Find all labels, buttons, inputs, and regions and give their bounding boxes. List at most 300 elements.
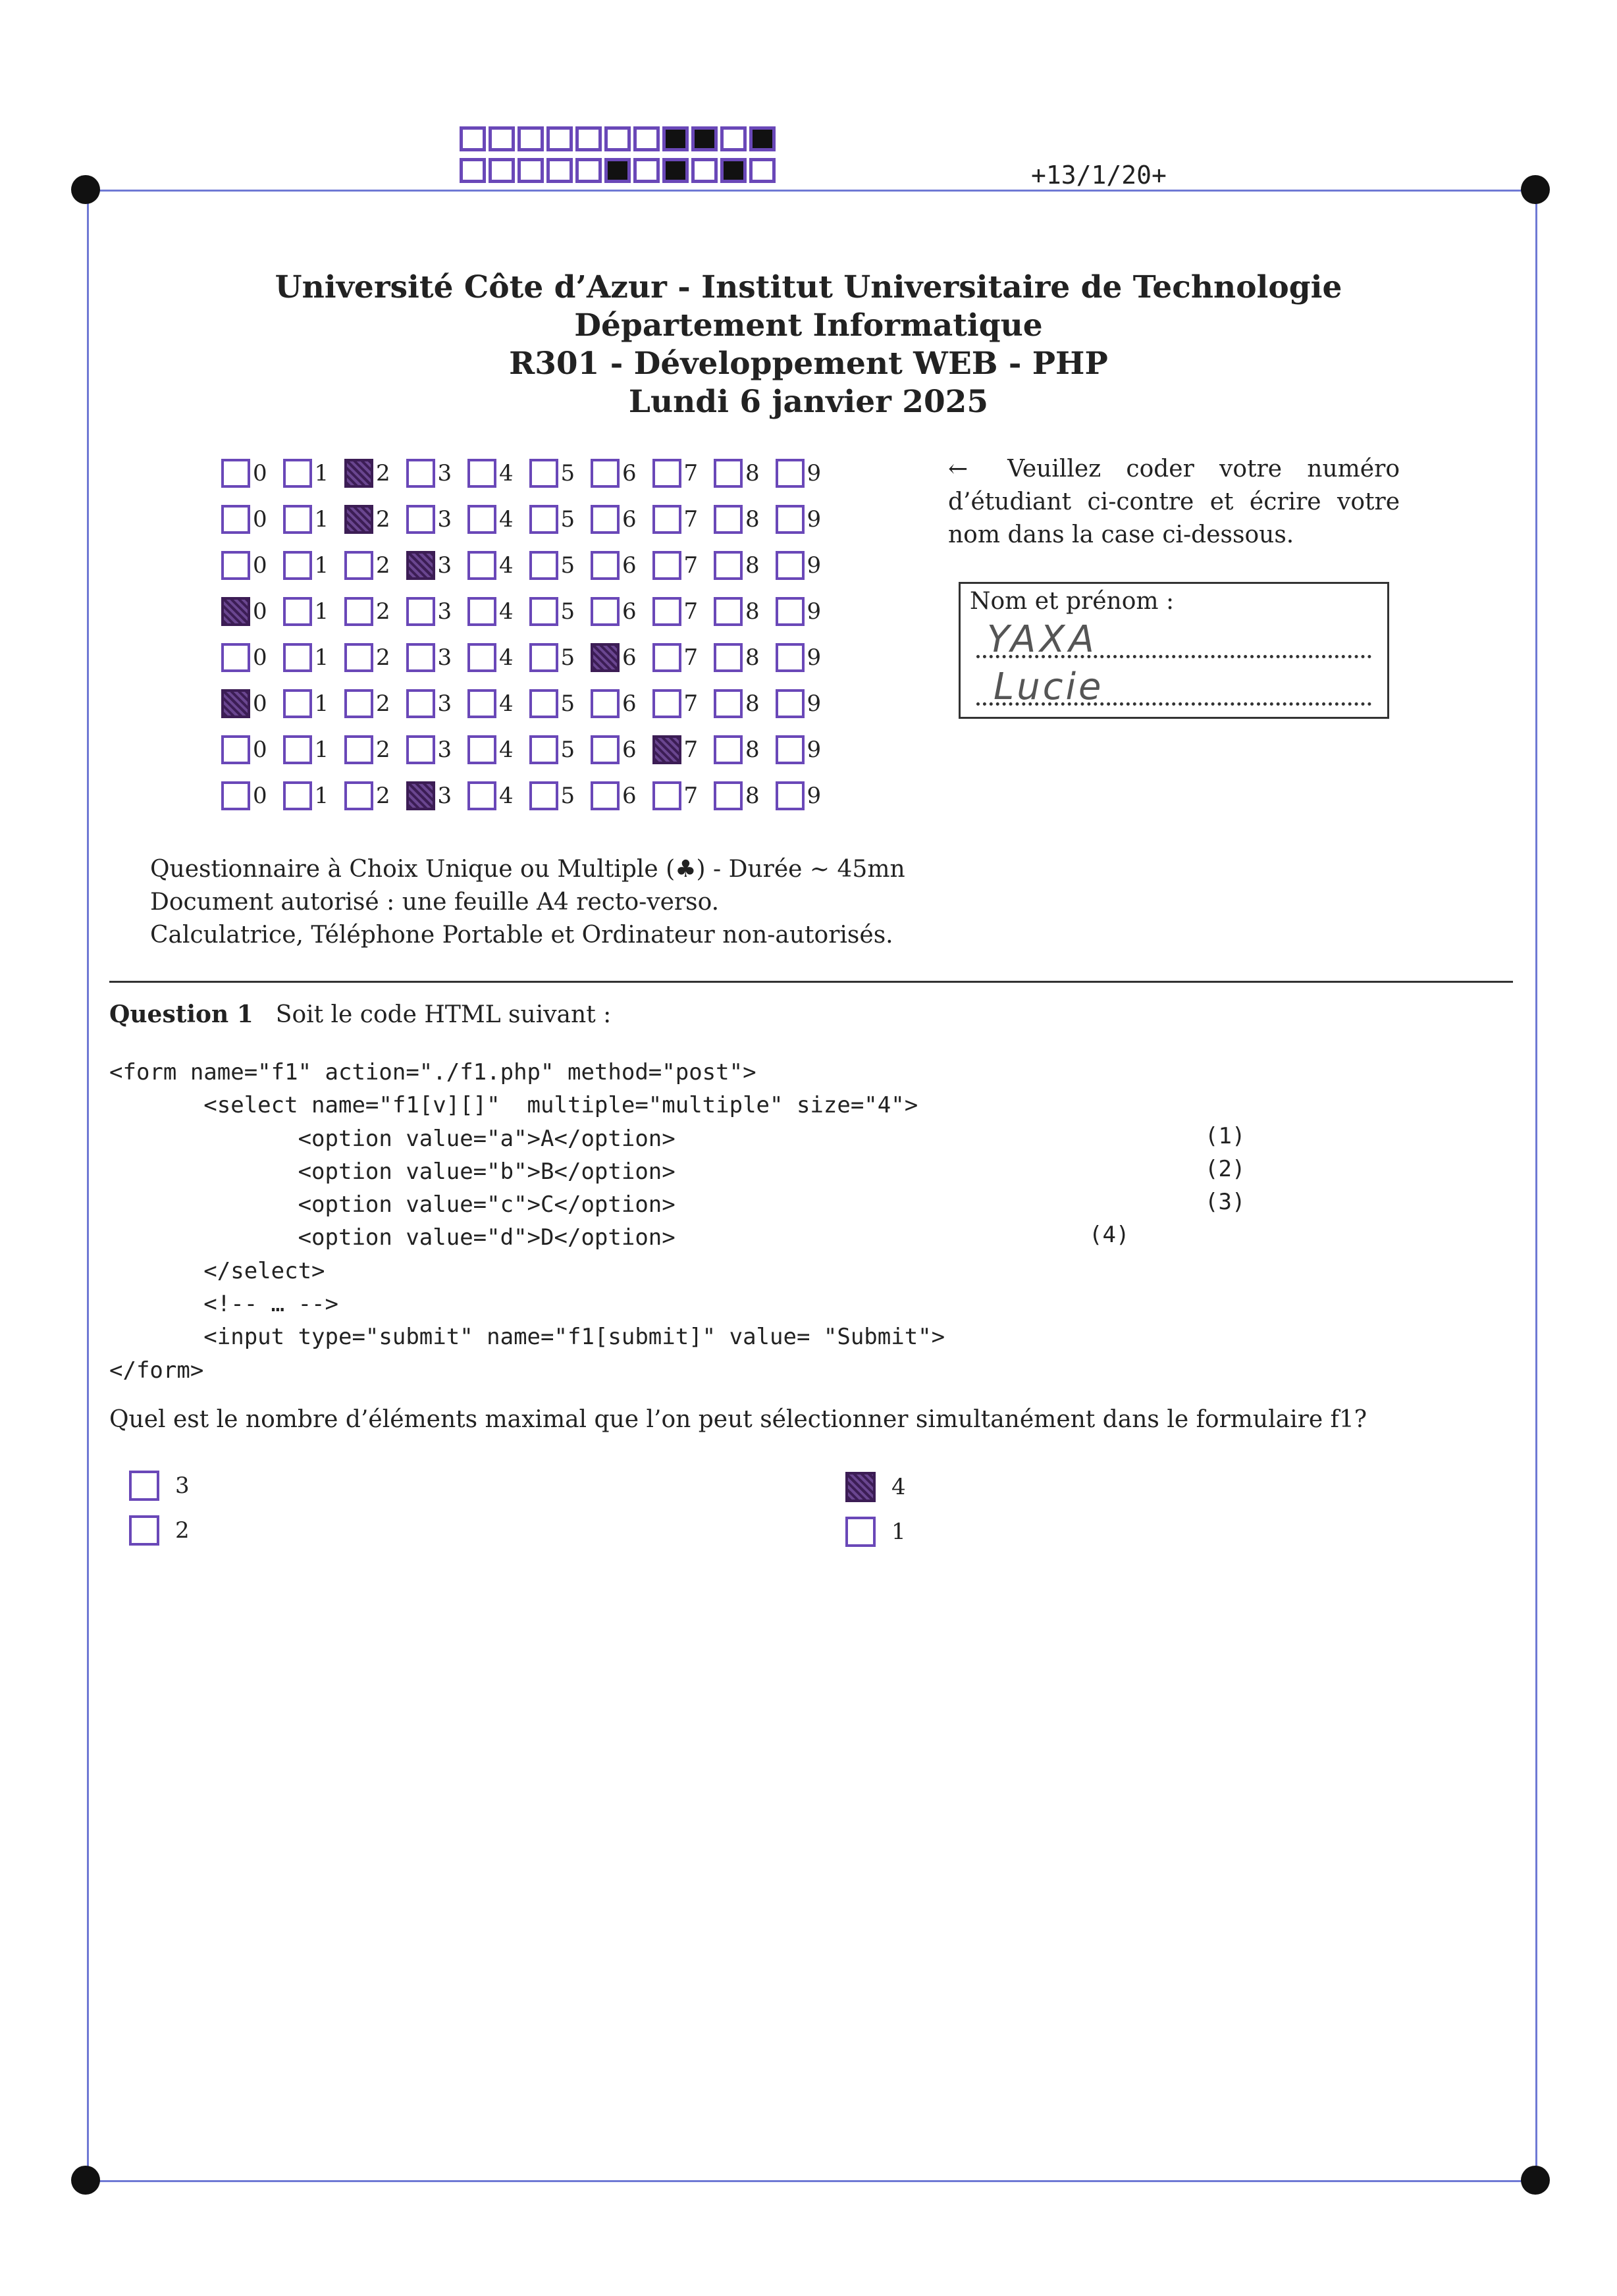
id-digit-checkbox[interactable]: [652, 551, 681, 580]
id-digit-option[interactable]: [467, 505, 529, 534]
id-grid-row: [221, 681, 837, 727]
id-digit-checkbox[interactable]: [591, 505, 620, 534]
id-digit-option[interactable]: [344, 459, 406, 488]
code-line: <option value="b">B</option>: [109, 1158, 676, 1185]
code-line: <input type="submit" name="f1[submit]" value= "Submit">: [109, 1324, 945, 1351]
id-digit-option[interactable]: [529, 459, 591, 488]
id-digit-checkbox[interactable]: [283, 459, 312, 488]
id-digit-label: 9: [807, 598, 822, 625]
id-digit-checkbox[interactable]: [652, 735, 681, 764]
barcode-cell: [691, 158, 718, 183]
id-digit-checkbox[interactable]: [406, 551, 435, 580]
id-digit-checkbox[interactable]: [591, 551, 620, 580]
answer-checkbox[interactable]: [129, 1515, 159, 1546]
id-digit-option[interactable]: [283, 459, 345, 488]
id-digit-checkbox[interactable]: [529, 643, 558, 672]
id-digit-label: 7: [683, 552, 699, 579]
exam-info-line-1: Questionnaire à Choix Unique ou Multiple (♣) - Durée ∼ 45mn: [150, 856, 905, 883]
id-digit-label: 7: [683, 460, 699, 486]
id-digit-checkbox[interactable]: [714, 597, 743, 626]
id-digit-option[interactable]: [406, 689, 468, 718]
id-digit-label: 0: [253, 691, 267, 717]
id-digit-label: 6: [622, 644, 637, 671]
id-digit-option[interactable]: [591, 597, 652, 626]
barcode-cell: [489, 158, 515, 183]
id-digit-checkbox[interactable]: [591, 689, 620, 718]
handwritten-surname: YAXA: [987, 618, 1098, 661]
id-digit-option[interactable]: [591, 551, 652, 580]
id-digit-label: 6: [622, 598, 637, 625]
id-digit-label: 9: [807, 737, 822, 763]
id-digit-label: 3: [437, 691, 452, 717]
id-digit-label: 5: [560, 644, 575, 671]
id-digit-option[interactable]: [406, 597, 468, 626]
id-instructions: [948, 453, 1400, 552]
id-digit-option[interactable]: [529, 551, 591, 580]
id-digit-option[interactable]: [714, 459, 776, 488]
id-digit-checkbox[interactable]: [652, 643, 681, 672]
id-digit-label: 3: [437, 598, 452, 625]
id-digit-label: 6: [622, 506, 637, 533]
id-digit-label: 2: [376, 783, 390, 809]
id-digit-label: 2: [376, 506, 390, 533]
id-digit-checkbox[interactable]: [406, 781, 435, 810]
id-digit-checkbox[interactable]: [714, 505, 743, 534]
id-digit-checkbox[interactable]: [714, 551, 743, 580]
id-digit-checkbox[interactable]: [776, 781, 805, 810]
id-digit-option[interactable]: [344, 643, 406, 672]
id-digit-label: 6: [622, 783, 637, 809]
id-digit-option[interactable]: [652, 505, 714, 534]
id-digit-checkbox[interactable]: [344, 551, 373, 580]
id-digit-option[interactable]: [221, 735, 283, 764]
id-digit-checkbox[interactable]: [406, 735, 435, 764]
id-digit-label: 7: [683, 691, 699, 717]
id-digit-checkbox[interactable]: [221, 689, 250, 718]
id-digit-checkbox[interactable]: [714, 735, 743, 764]
id-digit-label: 8: [745, 644, 760, 671]
barcode-cell: [749, 158, 776, 183]
id-digit-option[interactable]: [652, 689, 714, 718]
id-digit-option[interactable]: [467, 781, 529, 810]
answer-option[interactable]: [845, 1472, 906, 1502]
exam-info: [150, 853, 905, 952]
id-digit-label: 6: [622, 737, 637, 763]
exam-info-line-3: Calculatrice, Téléphone Portable et Ordinateur non-autorisés.: [150, 922, 893, 949]
id-digit-option[interactable]: [776, 597, 837, 626]
header-date: Lundi 6 janvier 2025: [628, 384, 989, 420]
id-digit-label: 8: [745, 737, 760, 763]
id-digit-label: 5: [560, 598, 575, 625]
id-digit-label: 8: [745, 691, 760, 717]
id-digit-option[interactable]: [529, 735, 591, 764]
id-digit-label: 5: [560, 691, 575, 717]
id-digit-option[interactable]: [714, 505, 776, 534]
id-digit-option[interactable]: [406, 459, 468, 488]
id-digit-option[interactable]: [591, 459, 652, 488]
id-grid-row: [221, 635, 837, 681]
id-digit-option[interactable]: [652, 459, 714, 488]
barcode-cell: [517, 158, 544, 183]
id-digit-label: 4: [499, 737, 514, 763]
id-digit-option[interactable]: [406, 781, 468, 810]
id-digit-checkbox[interactable]: [406, 459, 435, 488]
id-digit-label: 1: [314, 598, 329, 625]
id-digit-checkbox[interactable]: [344, 689, 373, 718]
id-digit-label: 6: [622, 460, 637, 486]
id-digit-checkbox[interactable]: [283, 643, 312, 672]
code-line: </select>: [109, 1257, 325, 1284]
question-number: Question 1: [109, 1001, 253, 1028]
answer-option[interactable]: [845, 1517, 906, 1547]
id-digit-checkbox[interactable]: [467, 689, 496, 718]
id-digit-checkbox[interactable]: [344, 643, 373, 672]
id-digit-label: 5: [560, 552, 575, 579]
id-digit-option[interactable]: [283, 505, 345, 534]
id-digit-option[interactable]: [283, 551, 345, 580]
id-digit-checkbox[interactable]: [467, 781, 496, 810]
id-digit-option[interactable]: [652, 643, 714, 672]
id-digit-label: 4: [499, 506, 514, 533]
barcode-cell: [546, 126, 573, 151]
barcode-top-row: [460, 126, 778, 151]
question-text: Quel est le nombre d’éléments maximal que l’on peut sélectionner simultanément dans le formulaire f1?: [109, 1406, 1367, 1433]
id-digit-option[interactable]: [467, 643, 529, 672]
id-digit-checkbox[interactable]: [221, 551, 250, 580]
corner-dot-bottom-left: [71, 2166, 100, 2195]
id-digit-label: 0: [253, 552, 267, 579]
code-marker-4: (4): [1089, 1222, 1130, 1248]
student-id-grid: [221, 450, 837, 819]
id-digit-checkbox[interactable]: [221, 505, 250, 534]
id-digit-option[interactable]: [652, 551, 714, 580]
id-digit-checkbox[interactable]: [529, 735, 558, 764]
id-digit-checkbox[interactable]: [283, 505, 312, 534]
id-digit-checkbox[interactable]: [406, 505, 435, 534]
id-digit-checkbox[interactable]: [529, 689, 558, 718]
id-digit-checkbox[interactable]: [714, 643, 743, 672]
barcode-cell: [460, 126, 486, 151]
id-digit-checkbox[interactable]: [467, 643, 496, 672]
left-arrow-icon: ←: [948, 456, 968, 483]
id-digit-checkbox[interactable]: [652, 459, 681, 488]
answer-checkbox[interactable]: [845, 1517, 876, 1547]
id-digit-checkbox[interactable]: [467, 597, 496, 626]
id-digit-option[interactable]: [529, 689, 591, 718]
id-digit-label: 3: [437, 460, 452, 486]
id-grid-row: [221, 496, 837, 542]
exam-header: [0, 269, 1617, 421]
id-digit-label: 0: [253, 460, 267, 486]
id-digit-checkbox[interactable]: [529, 597, 558, 626]
id-digit-checkbox[interactable]: [776, 689, 805, 718]
id-digit-option[interactable]: [283, 735, 345, 764]
id-digit-label: 1: [314, 506, 329, 533]
id-digit-option[interactable]: [406, 643, 468, 672]
id-digit-label: 1: [314, 737, 329, 763]
answer-checkbox[interactable]: [129, 1471, 159, 1501]
id-digit-checkbox[interactable]: [221, 735, 250, 764]
code-line: <form name="f1" action="./f1.php" method="post">: [109, 1059, 756, 1085]
id-digit-option[interactable]: [591, 735, 652, 764]
barcode-cell: [575, 158, 602, 183]
id-digit-checkbox[interactable]: [283, 597, 312, 626]
id-digit-option[interactable]: [221, 781, 283, 810]
id-digit-checkbox[interactable]: [406, 689, 435, 718]
id-digit-label: 4: [499, 598, 514, 625]
id-digit-option[interactable]: [776, 459, 837, 488]
code-line: <option value="a">A</option>: [109, 1125, 676, 1152]
barcode-cell: [604, 126, 631, 151]
id-digit-option[interactable]: [591, 781, 652, 810]
id-digit-checkbox[interactable]: [344, 735, 373, 764]
id-digit-checkbox[interactable]: [529, 781, 558, 810]
id-grid-row: [221, 542, 837, 588]
id-digit-label: 1: [314, 460, 329, 486]
id-digit-option[interactable]: [529, 597, 591, 626]
id-digit-checkbox[interactable]: [652, 505, 681, 534]
id-digit-checkbox[interactable]: [467, 551, 496, 580]
id-digit-checkbox[interactable]: [529, 459, 558, 488]
id-digit-checkbox[interactable]: [714, 781, 743, 810]
id-digit-option[interactable]: [467, 735, 529, 764]
id-digit-option[interactable]: [406, 551, 468, 580]
answer-checkbox[interactable]: [845, 1472, 876, 1502]
id-digit-label: 0: [253, 598, 267, 625]
id-digit-option[interactable]: [776, 689, 837, 718]
answer-label: 4: [891, 1474, 906, 1500]
id-digit-option[interactable]: [776, 551, 837, 580]
answer-label: 3: [175, 1473, 190, 1499]
id-digit-option[interactable]: [714, 643, 776, 672]
id-digit-option[interactable]: [591, 689, 652, 718]
answer-option[interactable]: [129, 1515, 190, 1546]
id-digit-checkbox[interactable]: [344, 597, 373, 626]
id-digit-label: 9: [807, 460, 822, 486]
code-marker-2: (2): [1205, 1156, 1246, 1182]
id-digit-option[interactable]: [344, 689, 406, 718]
code-block: [109, 1056, 945, 1387]
id-digit-option[interactable]: [344, 551, 406, 580]
id-digit-label: 1: [314, 644, 329, 671]
id-digit-label: 8: [745, 506, 760, 533]
id-digit-label: 4: [499, 460, 514, 486]
id-digit-checkbox[interactable]: [776, 643, 805, 672]
id-digit-label: 5: [560, 737, 575, 763]
id-digit-checkbox[interactable]: [714, 459, 743, 488]
id-digit-option[interactable]: [221, 459, 283, 488]
id-digit-checkbox[interactable]: [221, 597, 250, 626]
header-course: R301 - Développement WEB - PHP: [509, 346, 1108, 382]
id-digit-checkbox[interactable]: [591, 643, 620, 672]
id-digit-option[interactable]: [344, 781, 406, 810]
barcode-cell: [460, 158, 486, 183]
id-digit-checkbox[interactable]: [591, 781, 620, 810]
id-digit-label: 5: [560, 460, 575, 486]
id-digit-option[interactable]: [221, 643, 283, 672]
id-digit-checkbox[interactable]: [529, 505, 558, 534]
separator-rule: [109, 981, 1513, 983]
id-digit-label: 1: [314, 691, 329, 717]
id-digit-option[interactable]: [344, 735, 406, 764]
barcode-cell: [575, 126, 602, 151]
answer-label: 2: [175, 1517, 190, 1544]
barcode-cell: [489, 126, 515, 151]
id-digit-option[interactable]: [714, 735, 776, 764]
id-digit-checkbox[interactable]: [283, 735, 312, 764]
barcode-bottom-row: [460, 158, 778, 183]
id-grid-row: [221, 773, 837, 819]
id-digit-option[interactable]: [221, 505, 283, 534]
id-digit-label: 1: [314, 552, 329, 579]
id-digit-checkbox[interactable]: [776, 459, 805, 488]
id-digit-checkbox[interactable]: [283, 689, 312, 718]
id-digit-checkbox[interactable]: [406, 597, 435, 626]
frame-left-line: [87, 190, 89, 2181]
id-digit-option[interactable]: [283, 689, 345, 718]
id-digit-checkbox[interactable]: [221, 643, 250, 672]
barcode-cell: [720, 158, 747, 183]
id-digit-label: 3: [437, 783, 452, 809]
name-box[interactable]: [959, 582, 1389, 719]
id-digit-option[interactable]: [283, 597, 345, 626]
id-digit-option[interactable]: [529, 505, 591, 534]
id-digit-checkbox[interactable]: [467, 505, 496, 534]
id-digit-checkbox[interactable]: [467, 459, 496, 488]
id-digit-option[interactable]: [283, 781, 345, 810]
id-digit-checkbox[interactable]: [591, 735, 620, 764]
frame-right-line: [1535, 190, 1537, 2181]
id-digit-option[interactable]: [776, 505, 837, 534]
barcode-cell: [517, 126, 544, 151]
id-digit-checkbox[interactable]: [283, 551, 312, 580]
id-digit-option[interactable]: [776, 735, 837, 764]
id-digit-label: 9: [807, 691, 822, 717]
code-line: <select name="f1[v][]" multiple="multiple" size="4">: [109, 1092, 918, 1119]
id-digit-label: 3: [437, 552, 452, 579]
id-digit-option[interactable]: [221, 551, 283, 580]
code-line: <!-- … -->: [109, 1291, 338, 1318]
name-box-label: Nom et prénom :: [970, 588, 1175, 615]
id-digit-label: 7: [683, 737, 699, 763]
question-intro: Soit le code HTML suivant :: [275, 1001, 612, 1028]
id-digit-option[interactable]: [283, 643, 345, 672]
id-digit-option[interactable]: [652, 781, 714, 810]
barcode-cell: [662, 158, 689, 183]
id-digit-label: 0: [253, 737, 267, 763]
id-digit-option[interactable]: [344, 597, 406, 626]
header-department: Département Informatique: [574, 307, 1043, 344]
id-digit-option[interactable]: [467, 459, 529, 488]
id-digit-option[interactable]: [467, 551, 529, 580]
corner-dot-top-left: [71, 175, 100, 204]
id-digit-checkbox[interactable]: [406, 643, 435, 672]
id-digit-checkbox[interactable]: [344, 459, 373, 488]
id-digit-option[interactable]: [714, 781, 776, 810]
id-digit-option[interactable]: [776, 781, 837, 810]
id-digit-label: 8: [745, 460, 760, 486]
id-digit-label: 0: [253, 644, 267, 671]
id-digit-option[interactable]: [714, 689, 776, 718]
frame-top-line: [88, 190, 1537, 192]
id-digit-checkbox[interactable]: [221, 781, 250, 810]
code-line: <option value="d">D</option>: [109, 1224, 676, 1251]
id-digit-checkbox[interactable]: [221, 459, 250, 488]
id-digit-label: 0: [253, 506, 267, 533]
id-digit-label: 5: [560, 783, 575, 809]
barcode-cell: [691, 126, 718, 151]
id-digit-label: 1: [314, 783, 329, 809]
id-digit-label: 9: [807, 552, 822, 579]
id-digit-label: 5: [560, 506, 575, 533]
id-digit-checkbox[interactable]: [714, 689, 743, 718]
answer-option[interactable]: [129, 1471, 190, 1501]
id-digit-option[interactable]: [467, 597, 529, 626]
id-digit-label: 2: [376, 691, 390, 717]
id-digit-option[interactable]: [652, 735, 714, 764]
id-digit-checkbox[interactable]: [776, 551, 805, 580]
id-digit-checkbox[interactable]: [776, 597, 805, 626]
id-digit-checkbox[interactable]: [652, 689, 681, 718]
id-digit-label: 4: [499, 644, 514, 671]
id-digit-option[interactable]: [221, 597, 283, 626]
corner-dot-top-right: [1521, 175, 1550, 204]
id-grid-row: [221, 450, 837, 496]
id-digit-option[interactable]: [652, 597, 714, 626]
id-digit-label: 2: [376, 737, 390, 763]
id-digit-checkbox[interactable]: [652, 597, 681, 626]
id-digit-option[interactable]: [591, 643, 652, 672]
id-digit-checkbox[interactable]: [591, 459, 620, 488]
id-digit-option[interactable]: [406, 735, 468, 764]
id-digit-label: 3: [437, 644, 452, 671]
id-digit-label: 7: [683, 506, 699, 533]
id-digit-option[interactable]: [714, 551, 776, 580]
instructions-text: Veuillez coder votre numéro d’étudiant ci-contre et écrire votre nom dans la case ci-dessous.: [948, 456, 1400, 548]
code-line: <option value="c">C</option>: [109, 1191, 676, 1218]
corner-dot-bottom-right: [1521, 2166, 1550, 2195]
id-digit-label: 0: [253, 783, 267, 809]
id-digit-option[interactable]: [591, 505, 652, 534]
id-digit-checkbox[interactable]: [529, 551, 558, 580]
answer-label: 1: [891, 1519, 906, 1545]
id-digit-checkbox[interactable]: [776, 735, 805, 764]
id-digit-option[interactable]: [529, 781, 591, 810]
id-digit-checkbox[interactable]: [467, 735, 496, 764]
id-digit-label: 2: [376, 644, 390, 671]
id-digit-label: 4: [499, 783, 514, 809]
exam-info-line-2: Document autorisé : une feuille A4 recto-verso.: [150, 889, 720, 916]
id-digit-option[interactable]: [776, 643, 837, 672]
id-digit-label: 7: [683, 644, 699, 671]
id-digit-checkbox[interactable]: [344, 505, 373, 534]
id-grid-row: [221, 727, 837, 773]
id-digit-option[interactable]: [714, 597, 776, 626]
id-digit-option[interactable]: [221, 689, 283, 718]
id-digit-checkbox[interactable]: [776, 505, 805, 534]
id-digit-checkbox[interactable]: [283, 781, 312, 810]
id-digit-checkbox[interactable]: [652, 781, 681, 810]
id-digit-option[interactable]: [344, 505, 406, 534]
id-digit-label: 8: [745, 783, 760, 809]
id-digit-label: 4: [499, 691, 514, 717]
id-digit-checkbox[interactable]: [591, 597, 620, 626]
id-digit-option[interactable]: [467, 689, 529, 718]
id-digit-option[interactable]: [529, 643, 591, 672]
id-digit-label: 7: [683, 598, 699, 625]
id-digit-checkbox[interactable]: [344, 781, 373, 810]
id-digit-option[interactable]: [406, 505, 468, 534]
